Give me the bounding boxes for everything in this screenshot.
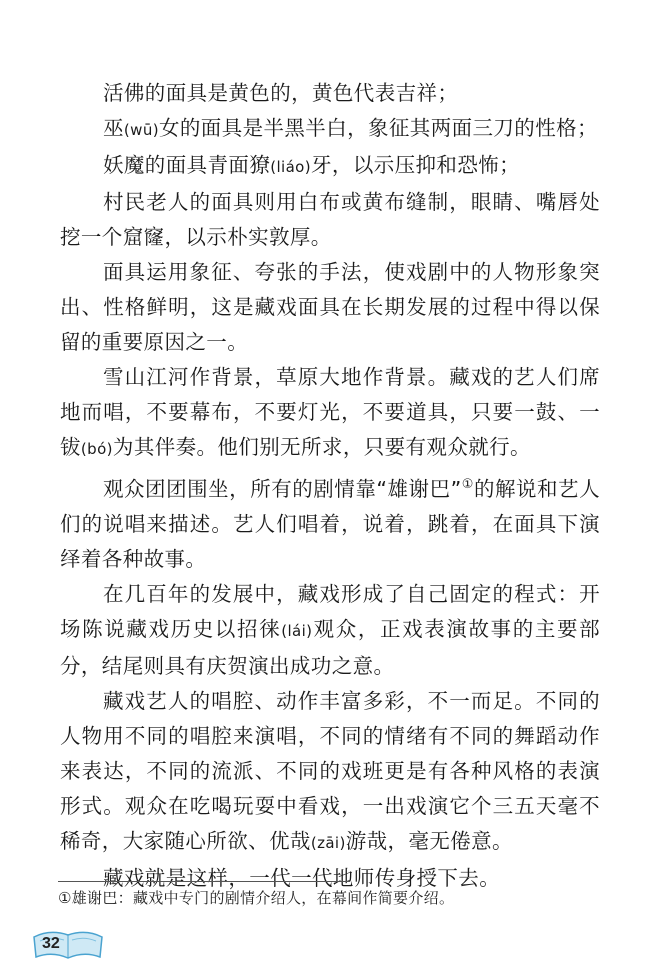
- paragraph-mask-symbolism: [60, 255, 600, 360]
- paragraph-stage-setting: [60, 360, 600, 467]
- pinyin-annotation: (wū): [123, 121, 159, 139]
- footnote-marker: ①: [461, 477, 474, 492]
- text-run: 的解说和艺人们的说唱来描述。艺人们唱着，说着，跳着，在面具下演绎着各种故事。: [60, 476, 600, 571]
- footnote: ①雄谢巴：藏戏中专门的剧情介绍人，在幕间作简要介绍。: [58, 889, 455, 907]
- text-run: 活佛的面具是黄色的，黄色代表吉祥；: [103, 81, 459, 105]
- paragraph-demon-mask: [60, 148, 600, 185]
- text-run: 巫: [103, 116, 124, 140]
- text-run: 面具运用象征、夸张的手法，使戏剧中的人物形象突出、性格鲜明，这是藏戏面具在长期发展的过程中得以保留的重要原因之一。: [60, 260, 600, 354]
- text-run: 牙，以示压抑和恐怖；: [311, 153, 521, 177]
- text-run: 观众，正戏表演故事的主要部分，结尾则具有庆贺演出成功之意。: [60, 616, 600, 678]
- text-run: 雪山江河作背景，草原大地作背景。藏戏的艺人们席地而唱，不要幕布，不要灯光，不要道具，只要一鼓、一钹: [60, 365, 600, 459]
- paragraph-living-buddha-mask: [60, 76, 600, 111]
- paragraph-audience: [60, 467, 600, 577]
- pinyin-annotation: (bó): [80, 440, 113, 458]
- text-run: 藏戏艺人的唱腔、动作丰富多彩，不一而足。不同的人物用不同的唱腔来演唱，不同的情绪有不同的舞蹈动作来表达，不同的流派、不同的戏班更是有各种风格的表演形式。观众在吃喝玩耍中看戏，一出戏演它个三五天毫不稀奇，大家随心所欲、优哉: [60, 688, 600, 853]
- text-run: 观众团团围坐，所有的剧情靠“雄谢巴”: [103, 476, 462, 501]
- pinyin-annotation: (zāi): [310, 833, 346, 852]
- paragraph-performance-styles: [60, 684, 600, 861]
- page-number: 32: [42, 935, 60, 952]
- paragraph-villager-mask: [60, 185, 600, 255]
- text-run: 妖魔的面具青面獠: [103, 153, 271, 177]
- text-run: 藏戏就是这样，一代一代地师传身授下去。: [103, 865, 501, 890]
- pinyin-annotation: (liáo): [270, 158, 312, 176]
- text-run: 为其伴奏。他们别无所求，只要有观众就行。: [112, 435, 531, 459]
- body-text: [60, 76, 600, 896]
- paragraph-program-format: [60, 577, 600, 684]
- footnote-divider: [58, 881, 350, 882]
- text-run: 在几百年的发展中，藏戏形成了自己固定的程式：开场陈说藏戏历史以招徕: [60, 581, 600, 641]
- pinyin-annotation: (lái): [281, 621, 313, 640]
- text-run: 女的面具是半黑半白，象征其两面三刀的性格；: [159, 116, 598, 140]
- text-run: 村民老人的面具则用白布或黄布缝制，眼睛、嘴唇处挖一个窟窿，以示朴实敦厚。: [60, 190, 600, 249]
- paragraph-witch-mask: [60, 111, 600, 148]
- text-run: 游哉，毫无倦意。: [345, 828, 513, 853]
